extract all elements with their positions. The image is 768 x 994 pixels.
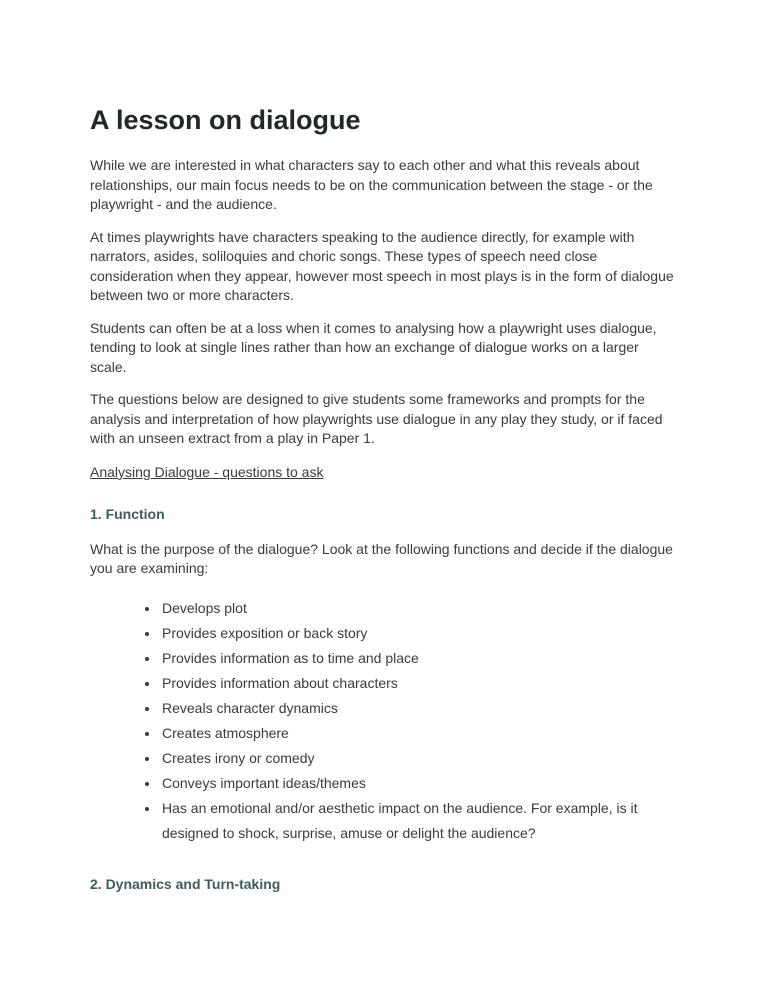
intro-paragraph-2: At times playwrights have characters speaking to the audience directly, for example with narrators, asides, soliloquies and choric songs. These types of speech need close consideration when they appear, however most speech in most plays is in the form of dialogue between two or more characters. <box>90 228 674 304</box>
intro-paragraph-3: Students can often be at a loss when it comes to analysing how a playwright uses dialogue, tending to look at single lines rather than how an exchange of dialogue works on a larger scale. <box>90 319 657 375</box>
section-heading-function: 1. Function <box>90 506 165 523</box>
function-bullet-list <box>90 596 678 846</box>
section-heading-dynamics: 2. Dynamics and Turn-taking <box>90 875 281 892</box>
list-item: • Has an emotional and/or aesthetic impact on the audience. For example, is it designed to shock, surprise, amuse or delight the audience? <box>160 796 678 846</box>
function-intro-paragraph: What is the purpose of the dialogue? Look at the following functions and decide if the dialogue you are examining: <box>90 540 673 577</box>
list-item: • Provides information about characters <box>160 671 678 696</box>
list-item: • Provides information as to time and place <box>160 646 678 671</box>
intro-paragraph-4: The questions below are designed to give students some frameworks and prompts for the analysis and interpretation of how playwrights use dialogue in any play they study, or if faced with an unseen extract from a play in Paper 1. <box>90 391 663 447</box>
list-item: • Develops plot <box>160 596 678 621</box>
list-item: • Creates atmosphere <box>160 721 678 746</box>
list-item: • Provides exposition or back story <box>160 621 678 646</box>
list-item: • Conveys important ideas/themes <box>160 771 678 796</box>
list-item: • Reveals character dynamics <box>160 696 678 721</box>
document-title: A lesson on dialogue <box>90 105 361 135</box>
list-item: • Creates irony or comedy <box>160 746 678 771</box>
intro-paragraph-1: While we are interested in what characters say to each other and what this reveals about relationships, our main focus needs to be on the communication between the stage - or the playwright - and the audience. <box>90 157 653 213</box>
analysing-dialogue-subheading: Analysing Dialogue - questions to ask <box>90 463 324 480</box>
